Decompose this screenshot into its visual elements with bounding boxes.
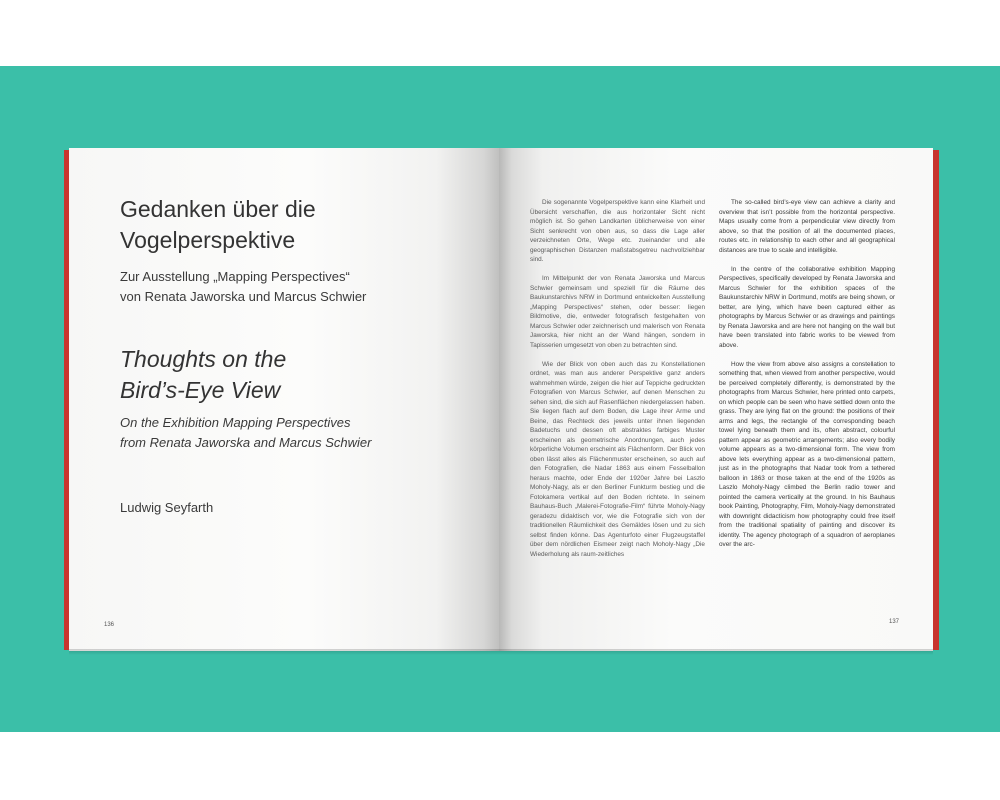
book-shadow: [69, 649, 933, 655]
page-number-right: 137: [889, 619, 900, 625]
german-text-column: [530, 198, 705, 602]
english-subtitle-line1: On the Exhibition Mapping Perspectives: [120, 415, 351, 430]
german-subtitle-line1: Zur Ausstellung „Mapping Perspectives“: [120, 269, 350, 284]
english-title-line1: Thoughts on the: [120, 346, 287, 372]
author-name: Ludwig Seyfarth: [120, 500, 214, 515]
english-subtitle: [120, 413, 420, 453]
english-subtitle-line2: from Renata Jaworska and Marcus Schwier: [120, 435, 372, 450]
english-paragraph: In the centre of the collaborative exhibition Mapping Perspectives, specifically developed by Renata Jaworska and Marcus Schwier for the exhibition spaces of the Baukunstarchiv NRW in Dortmund, motifs are being shown, or better, are lying, which have been captured either as photographs by Marcus Schwier or as drawings and paintings by Renata Jaworska and are here not hanging on the wall but have been translated into fabric works to be viewed from above.: [719, 265, 895, 349]
english-text-column: [719, 198, 895, 602]
english-title: [120, 344, 420, 406]
german-subtitle-line2: von Renata Jaworska und Marcus Schwier: [120, 289, 367, 304]
english-title-line2: Bird’s-Eye View: [120, 377, 281, 403]
german-title: Gedanken über die Vogelperspektive: [120, 196, 316, 253]
german-paragraph: Die sogenannte Vogelperspektive kann eine Klarheit und Übersicht verschaffen, die aus horizontaler Sicht nicht möglich ist. So gehen Landkarten üblicherweise von einer Sicht senkrecht von oben aus, so dass die Lage aller verzeichneten Orte, Wege etc. zueinander und alle geographischen Distanzen maßstabsgetreu nachvollziehbar sind.: [530, 199, 705, 263]
german-subtitle: [120, 267, 420, 307]
english-paragraph: How the view from above also assigns a constellation to something that, when viewed from another perspective, would be perceived completely differently, is demonstrated by the photographs from Marcus Schwier, here printed onto carpets, on which people can be seen who have settled down onto the grass. They are lying flat on the ground: the positions of their arms and legs, the rectangle of the corresponding beach towel lying beneath them and its, often abstract, colourful pattern appear as geometric arrangements; also every bodily volume appears as a two-dimensional form. The view from above lets everything appear as a two-dimensional pattern, just as in the photographs that Nadar took from a tethered balloon in 1863 or those taken at the end of the 1920s as Laszlo Moholy-Nagy climbed the Berlin radio tower and pointed the camera vertically at the ground. In his Bauhaus book Painting, Photography, Film, Moholy-Nagy demonstrated with downright didacticism how photography could free itself from the traditional spatiality of painting and discover its identity. The agency photograph of a squadron of aeroplanes over the arc-: [719, 360, 895, 548]
german-paragraph: Wie der Blick von oben auch das zu Konstellationen ordnet, was man aus anderer Perspektive ganz anders wahrnehmen würde, zeigen die hier auf Teppiche gedruckten Fotografien von Marcus Schwier, auf denen Menschen zu sehen sind, die sich auf Rasenflächen niedergelassen haben. Sie liegen flach auf dem Boden, die Lage ihrer Arme und Beine, das Rechteck des jeweils unter ihnen liegenden Badetuchs und dessen oft abstraktes farbiges Muster erscheinen als geometrische Anordnungen, auch jedes körperliche Volumen erscheint als Flächenform. Der Blick von oben lässt alles als Flächenmuster erscheinen, so auch auf den Fotografien, die Nadar 1863 aus einem Fesselballon heraus machte, oder Ende der 1920er Jahre bei Laszlo Moholy-Nagy, als er den Berliner Funkturm bestieg und die Fotokamera vertikal auf den Boden richtete. In seinem Bauhaus-Buch „Malerei-Fotografie-Film“ führte Moholy-Nagy geradezu didaktisch vor, wie die Fotografie sich von der traditionellen Räumlichkeit des Gemäldes lösen und zu sich selbst finden könne. Das Agenturfoto einer Flugzeugstaffel über dem nördlichen Eismeer zeigt nach Moholy-Nagy „Die Wiederholung als raum-zeitliches: [530, 360, 705, 558]
english-paragraph: The so-called bird’s-eye view can achieve a clarity and overview that isn’t possible from the horizontal perspective. Maps usually come from a perpendicular view directly from above, so that the position of all the documented places, routes etc. in relationship to each other and all geographical distances are true to scale and intelligible.: [719, 199, 895, 254]
german-paragraph: Im Mittelpunkt der von Renata Jaworska und Marcus Schwier gemeinsam und speziell für die Räume des Baukunstarchivs NRW in Dortmund entwickelten Ausstellung „Mapping Perspectives“ stehen, oder besser: liegen Bildmotive, die, entweder fotografisch festgehalten von Marcus Schwier oder zeichnerisch und malerisch von Renata Jaworska, hier nicht an der Wand hängen, sondern in Tapisserien umgesetzt von oben zu betrachten sind.: [530, 275, 705, 349]
page-number-left: 136: [104, 622, 115, 628]
book-edge-right: [933, 150, 939, 650]
